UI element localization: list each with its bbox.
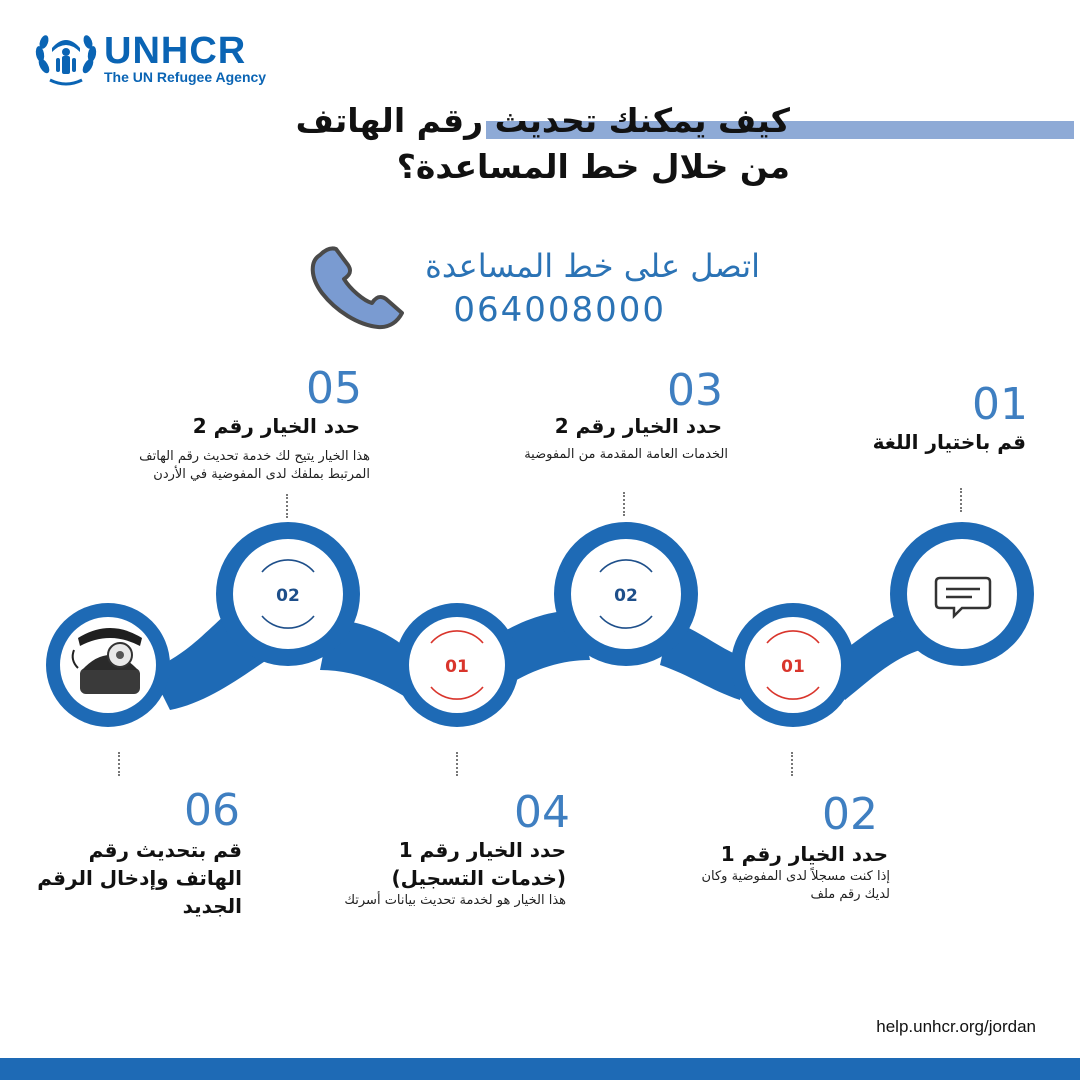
step-04-connector-dots	[456, 752, 460, 776]
step-02-title: حدد الخيار رقم 1	[720, 842, 888, 866]
node-label: 01	[445, 657, 469, 677]
title-line-2: من خلال خط المساعدة؟	[396, 147, 790, 186]
helpline-number[interactable]: 064008000	[453, 290, 666, 330]
step-03-description: الخدمات العامة المقدمة من المفوضية	[524, 447, 728, 462]
step-06-title: قم بتحديث رقم الهاتف وإدخال الرقم الجديد	[37, 838, 242, 918]
steps-chain	[0, 500, 1080, 780]
step-06-connector-dots	[118, 752, 122, 776]
step-02-connector-dots	[791, 752, 795, 776]
helpline-label: اتصل على خط المساعدة	[425, 247, 760, 285]
step-05-number: 05	[306, 363, 362, 414]
brand-tagline: The UN Refugee Agency	[104, 69, 267, 85]
footer-bar	[0, 1058, 1080, 1080]
node-label: 01	[781, 657, 805, 677]
step-01-connector-dots	[960, 488, 964, 512]
step-01-number: 01	[972, 379, 1028, 430]
step-03-connector-dots	[623, 492, 627, 516]
step-02-description: إذا كنت مسجلاً لدى المفوضية وكان لديك رقم ملف	[701, 869, 890, 902]
laurel-emblem-icon	[35, 34, 98, 84]
brand-name: UNHCR	[104, 30, 247, 72]
step-06-number: 06	[184, 785, 240, 836]
step-05-connector-dots	[286, 494, 290, 518]
title-line-1: كيف يمكنك تحديث رقم الهاتف	[295, 101, 790, 140]
step-02-number: 02	[822, 789, 878, 840]
node-label: 02	[614, 586, 638, 606]
step-04-description: هذا الخيار هو لخدمة تحديث بيانات أسرتك	[344, 893, 566, 908]
step-01-title: قم باختيار اللغة	[872, 430, 1026, 454]
page-title	[230, 98, 790, 190]
node-label: 02	[276, 586, 300, 606]
step-03-title: حدد الخيار رقم 2	[554, 414, 722, 438]
step-04-title: حدد الخيار رقم 1 (خدمات التسجيل)	[391, 838, 566, 890]
step-03-number: 03	[667, 365, 723, 416]
step-05-description: هذا الخيار يتيح لك خدمة تحديث رقم الهاتف المرتبط بملفك لدى المفوضية في الأردن	[139, 449, 370, 482]
footer-url-link[interactable]: help.unhcr.org/jordan	[876, 1017, 1036, 1036]
step-04-number: 04	[514, 787, 570, 838]
step-05-title: حدد الخيار رقم 2	[192, 414, 360, 438]
